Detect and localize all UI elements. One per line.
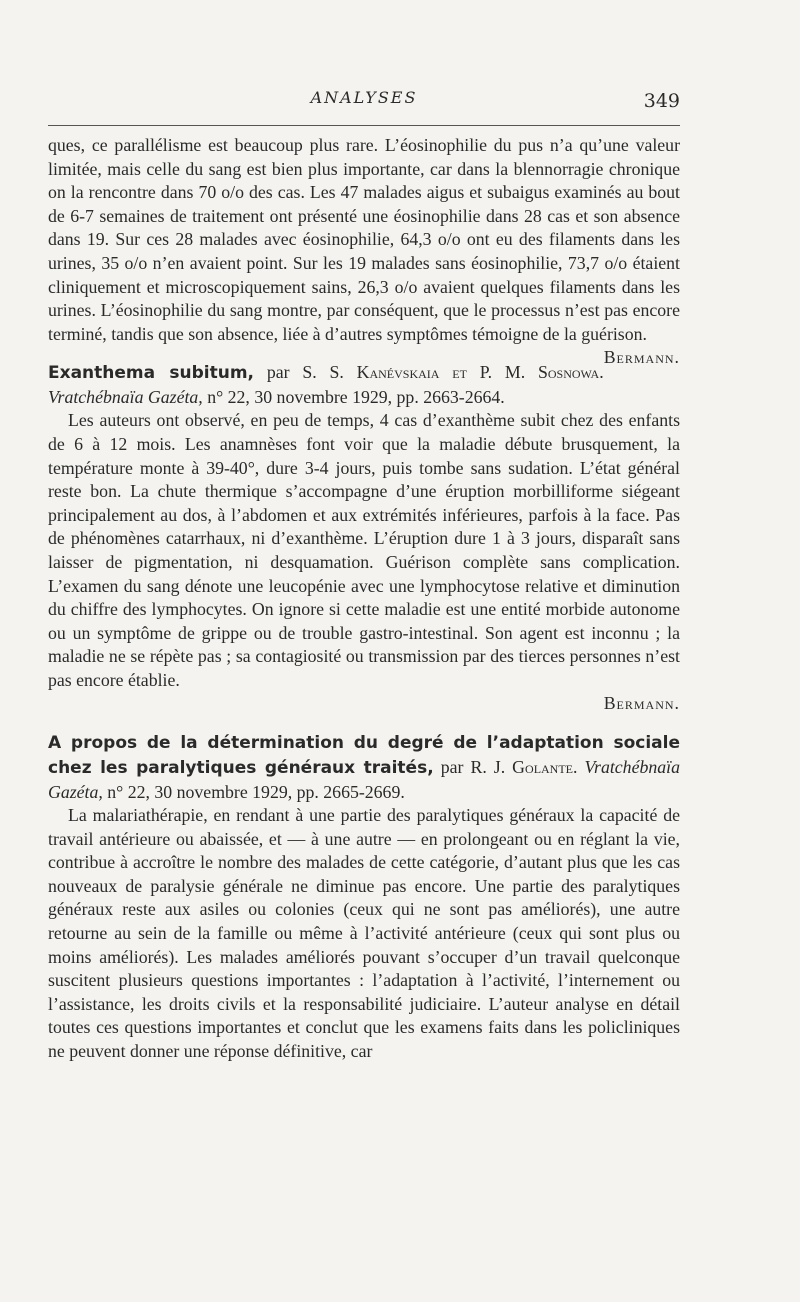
paragraph-continuation <box>48 134 680 368</box>
body-text <box>48 134 680 1064</box>
journal-name: Vratchébnaïa Gazéta, <box>48 757 680 803</box>
article-title: A propos de la détermination du degré de l’adaptation sociale chez les paralytiques généraux traités, <box>48 733 680 779</box>
byline-prefix: par <box>266 362 290 383</box>
page-number: 349 <box>643 90 680 112</box>
journal-name: Vratchébnaïa Gazéta, <box>48 387 203 408</box>
article-authors: S. S. Kanévskaia et P. M. Sosnowa. <box>302 362 604 383</box>
citation: n° 22, 30 novembre 1929, pp. 2663-2664. <box>207 387 505 408</box>
byline-prefix: par <box>440 757 464 778</box>
article-body: Les auteurs ont observé, en peu de temps, 4 cas d’exanthème subit chez des enfants de 6 à 12 mois. Les anamnèses font voir que la maladie débute brusquement, la température monte à 39-40°, dure 3-4 jours, puis tombe sans sudation. L’état général reste bon. La chute thermique s’accompagne d’une éruption morbilliforme siégeant principalement au dos, à l’abdomen et aux extrémités inférieures, parfois à la face. Pas de phénomènes catarrhaux, ni d’exanthème. L’éruption dure 1 à 3 jours, disparaît sans laisser de pigmentation, ni desquamation. Guérison complète sans complication. L’examen du sang dénote une leucopénie avec une lymphocytose relative et diminution du chiffre des lymphocytes. On ignore si cette maladie est une entité morbide autonome ou un symptôme de grippe ou de trouble gastro-intestinal. Son agent est inconnu ; la maladie ne se répète pas ; sa contagiosité ou transmission par des tierces personnes n’est pas encore établie. <box>48 410 680 690</box>
citation: n° 22, 30 novembre 1929, pp. 2665-2669. <box>107 782 405 803</box>
article-body: La malariathérapie, en rendant à une partie des paralytiques généraux la capacité de travail antérieure ou abaissée, et — à une autre — en prolongeant ou en réglant la vie, contribue à accroître le nombre des malades de cette catégorie, d’autant plus que les cas nouveaux de paralysie générale ne diminue pas encore. Une partie des paralytiques généraux reste aux asiles ou colonies (ceux qui ne sont pas améliorés), une autre retourne au sein de la famille ou même à l’activité antérieure (ceux qui sont plus ou moins améliorés). Les malades améliorés pouvant s’occuper d’un travail quelconque suscitent plusieurs questions importantes : l’adaptation à l’activité, l’internement ou l’assistance, les droits civils et la responsabilité judiciaire. L’auteur analyse en détail toutes ces questions importantes et conclut que les examens faits dans les policliniques ne peuvent donner une réponse définitive, car <box>48 805 680 1061</box>
article-authors: R. J. Golante. <box>470 757 578 778</box>
article-heading <box>48 730 680 804</box>
signature: Bermann. <box>603 693 680 714</box>
signature: Bermann. <box>603 347 680 368</box>
running-title: ANALYSES <box>310 88 418 107</box>
article-title: Exanthema subitum, <box>48 363 254 384</box>
article-heading <box>48 360 680 409</box>
paragraph-text: ques, ce parallélisme est beaucoup plus rare. L’éosinophilie du pus n’a qu’une valeur limitée, mais celle du sang est bien plus importante, car dans la blennorragie chronique on la rencontre dans 70 o/o des cas. Les 47 malades aigus et subaigus examinés au bout de 6-7 semaines de traitement ont présenté une éosinophilie dans 28 cas et son absence dans 19. Sur ces 28 malades avec éosinophilie, 64,3 o/o ont eu des filaments dans les urines, 35 o/o n’en avaient point. Sur les 19 malades sans éosinophilie, 73,7 o/o étaient cliniquement et microscopiquement sains, 26,3 o/o avaient quelques filaments dans les urines. L’éosinophilie du sang montre, par conséquent, que le processus n’est pas encore terminé, tandis que son absence, liée à d’autres symptômes témoigne de la guérison. <box>48 135 680 344</box>
header-rule <box>48 125 680 126</box>
